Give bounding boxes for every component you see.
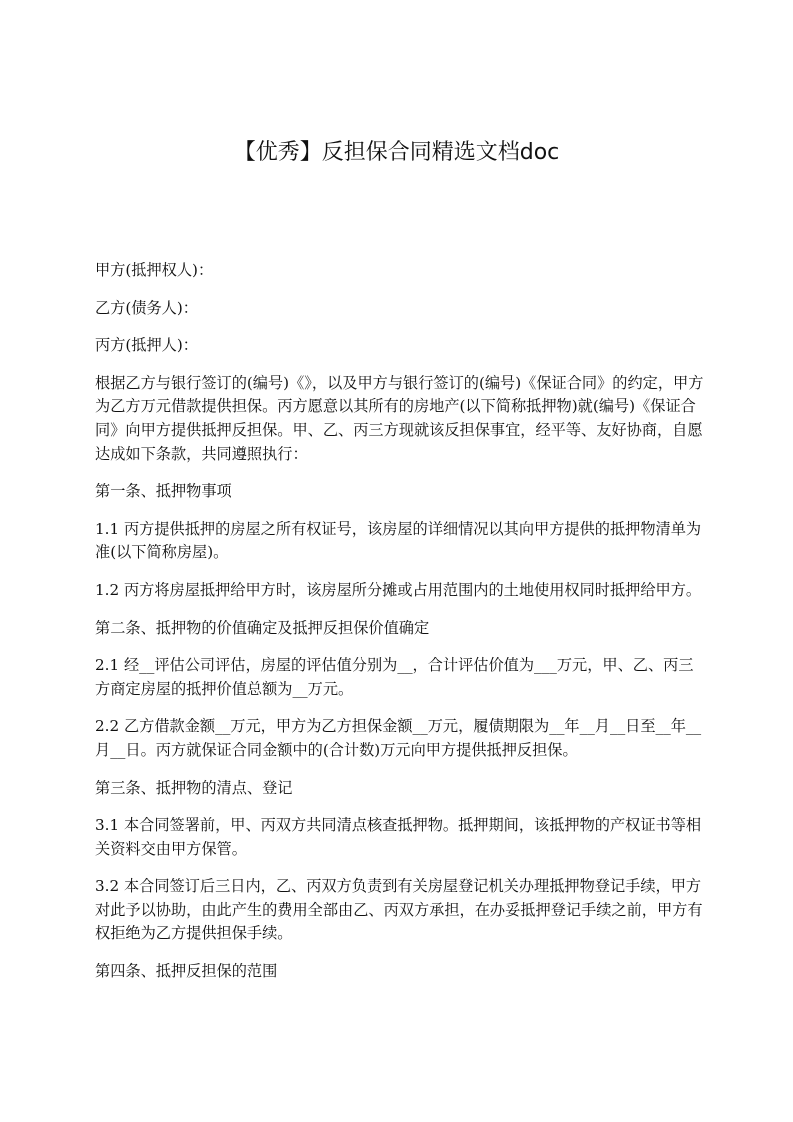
article-4-heading: 第四条、抵押反担保的范围 <box>95 962 278 981</box>
clause-2-2: 2.2 乙方借款金额__万元，甲方为乙方担保金额__万元，履债期限为__年__月__日至__年__月__日。丙方就保证合同金额中的(合计数)万元向甲方提供抵押反担保。 <box>95 717 702 759</box>
clause-1-2: 1.2 丙方将房屋抵押给甲方时，该房屋所分摊或占用范围内的土地使用权同时抵押给甲方。 <box>95 580 702 599</box>
clause-2-1: 2.1 经__评估公司评估，房屋的评估值分别为__，合计评估价值为___万元，甲、乙、丙三方商定房屋的抵押价值总额为__万元。 <box>95 656 694 698</box>
preamble-paragraph: 根据乙方与银行签订的(编号)《》，以及甲方与银行签订的(编号)《保证合同》的约定，甲方为乙方万元借款提供担保。丙方愿意以其所有的房地产(以下简称抵押物)就(编号)《保证合同》向甲方提供抵押反担保。甲、乙、丙三方现就该反担保事宜，经平等、友好协商，自愿达成如下条款，共同遵照执行： <box>95 373 704 463</box>
article-3-heading: 第三条、抵押物的清点、登记 <box>95 778 293 797</box>
party-c-line: 丙方(抵押人)： <box>95 336 198 355</box>
article-2-heading: 第二条、抵押物的价值确定及抵押反担保价值确定 <box>95 618 430 637</box>
party-a-line: 甲方(抵押权人)： <box>95 261 214 279</box>
party-b-line: 乙方(债务人)： <box>95 298 198 317</box>
document-title: 【优秀】反担保合同精选文档doc <box>233 140 560 165</box>
clause-1-1: 1.1 丙方提供抵押的房屋之所有权证号，该房屋的详细情况以其向甲方提供的抵押物清单为准(以下简称房屋)。 <box>95 519 702 562</box>
clause-3-1: 3.1 本合同签署前，甲、丙双方共同清点核查抵押物。抵押期间，该抵押物的产权证书等相关资料交由甲方保管。 <box>95 816 702 858</box>
document-body <box>95 259 707 998</box>
article-1-heading: 第一条、抵押物事项 <box>95 482 232 501</box>
clause-3-2: 3.2 本合同签订后三日内，乙、丙双方负责到有关房屋登记机关办理抵押物登记手续，甲方对此予以协助，由此产生的费用全部由乙、丙双方承担，在办妥抵押登记手续之前，甲方有权拒绝为乙方提供担保手续。 <box>95 877 703 943</box>
